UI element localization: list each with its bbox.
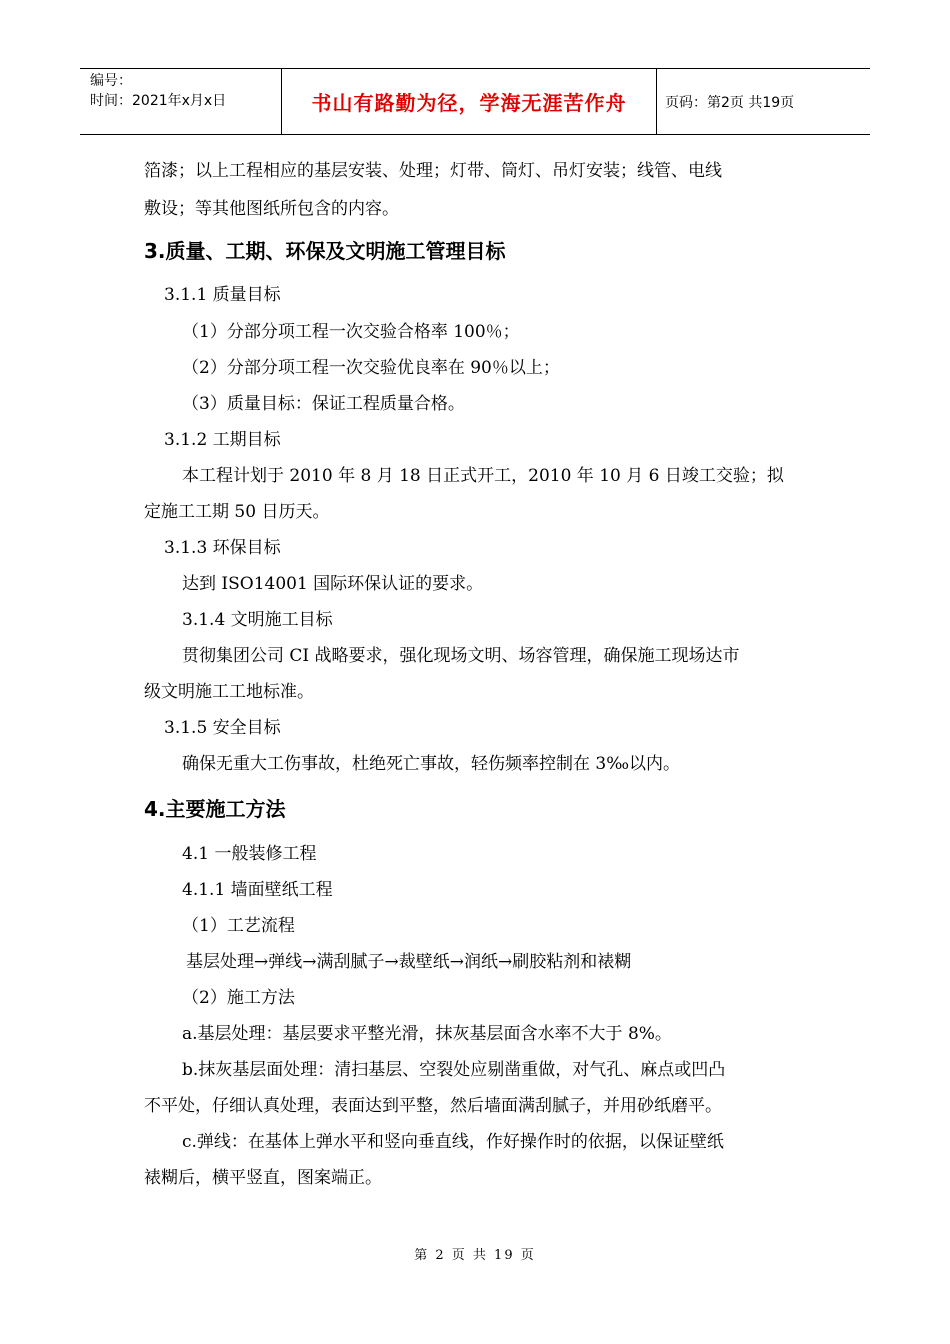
- subsection-3-1-2: 3.1.2 工期目标: [164, 430, 281, 450]
- process-flow: 基层处理→弹线→满刮腻子→裁壁纸→润纸→刷胶粘剂和裱糊: [186, 952, 632, 972]
- subsection-3-1-5: 3.1.5 安全目标: [164, 718, 281, 738]
- header-meta: [80, 69, 282, 134]
- subsection-3-1-3: 3.1.3 环保目标: [164, 538, 281, 558]
- page-header: [80, 68, 870, 135]
- subsection-3-1-4: 3.1.4 文明施工目标: [182, 610, 333, 630]
- paragraph-line: 敷设；等其他图纸所包含的内容。: [144, 199, 399, 219]
- page-footer: 第 2 页 共 19 页: [414, 1248, 536, 1263]
- subsection-4-1: 4.1 一般装修工程: [182, 844, 317, 864]
- paragraph-line: 箔漆；以上工程相应的基层安装、处理；灯带、筒灯、吊灯安装；线管、电线: [144, 161, 722, 181]
- paragraph-line: 达到 ISO14001 国际环保认证的要求。: [182, 574, 484, 594]
- paragraph-line: 本工程计划于 2010 年 8 月 18 日正式开工，2010 年 10 月 6 日竣工交验；拟: [182, 466, 784, 486]
- list-item: （3）质量目标：保证工程质量合格。: [182, 394, 465, 414]
- paragraph-line: 级文明施工工地标准。: [144, 682, 314, 702]
- list-item: （2）分部分项工程一次交验优良率在 90％以上；: [182, 358, 560, 378]
- document-body: [144, 152, 810, 1196]
- paragraph-line: 确保无重大工伤事故，杜绝死亡事故，轻伤频率控制在 3‰以内。: [182, 754, 681, 774]
- subsection-3-1-1: 3.1.1 质量目标: [164, 285, 281, 305]
- paragraph-line: 不平处，仔细认真处理，表面达到平整，然后墙面满刮腻子，并用砂纸磨平。: [144, 1096, 722, 1116]
- header-page-info: 页码：第2页 共19页: [665, 94, 795, 111]
- section-3-title: 3.质量、工期、环保及文明施工管理目标: [144, 239, 506, 263]
- time-label: 时间：2021年x月x日: [90, 93, 227, 109]
- paragraph-line: c.弹线：在基体上弹水平和竖向垂直线，作好操作时的依据，以保证壁纸: [182, 1132, 724, 1152]
- paragraph-line: 定施工工期 50 日历天。: [144, 502, 330, 522]
- paragraph-line: 贯彻集团公司 CI 战略要求，强化现场文明、场容管理，确保施工现场达市: [182, 646, 740, 666]
- list-item: （1）分部分项工程一次交验合格率 100％；: [182, 322, 520, 342]
- paragraph-line: 裱糊后，横平竖直，图案端正。: [144, 1168, 382, 1188]
- section-4-title: 4.主要施工方法: [144, 797, 286, 821]
- number-label: 编号：: [90, 73, 132, 89]
- paragraph-line: b.抹灰基层面处理：清扫基层、空裂处应剔凿重做，对气孔、麻点或凹凸: [182, 1060, 726, 1080]
- header-motto: 书山有路勤为径，学海无涯苦作舟: [282, 69, 657, 134]
- list-item: （2）施工方法: [182, 988, 295, 1008]
- list-item: （1）工艺流程: [182, 916, 295, 936]
- paragraph-line: a.基层处理：基层要求平整光滑，抹灰基层面含水率不大于 8%。: [182, 1024, 672, 1044]
- subsection-4-1-1: 4.1.1 墙面壁纸工程: [182, 880, 333, 900]
